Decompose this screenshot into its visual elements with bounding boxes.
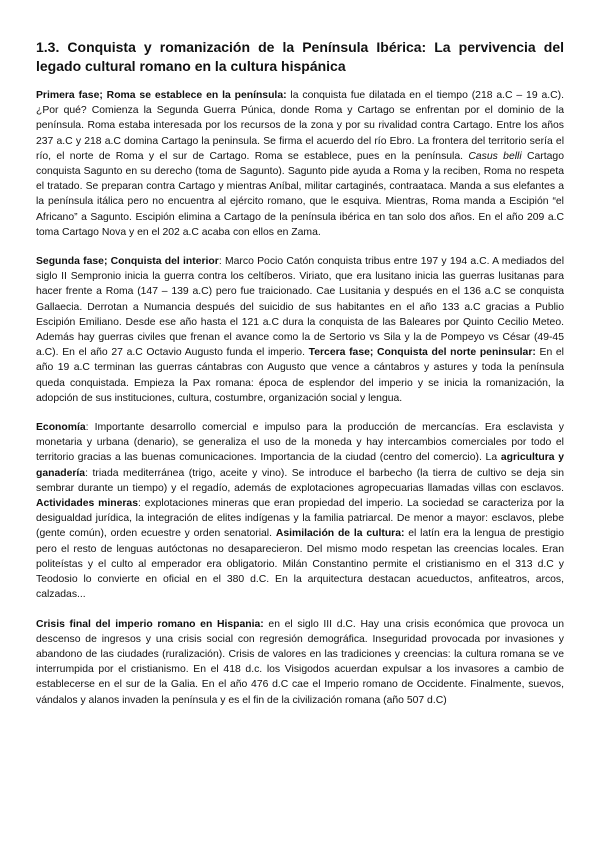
- paragraph-text: : Importante desarrollo comercial e impulso para la producción de mercancías. Era esclavista y monetaria y urbana (denario), se generaliza el uso de la moneda y hay intercambios comerciales por todo el territorio gracias a las buenas comunicaciones. Importancia de la ciudad (centro del comercio). La: [36, 422, 564, 464]
- heading-asimilacion-cultura: Asimilación de la cultura:: [275, 528, 405, 540]
- paragraph-text: En el año 19 a.C terminan las guerras cántabras con Augusto que vence a cántabros y astures y toda la península queda conquistada. Empieza la Pax romana: época de esplendor del imperio y se inicia la romanización, la adopción de sus instituciones, cultura, costumbre, organización social y lengua.: [36, 347, 564, 404]
- paragraph-text: Cartago conquista Sagunto en su derecho (toma de Sagunto). Sagunto pide ayuda a Roma y la reciben, Roma no respeta el tratado. Se preparan contra Cartago y mientras Aníbal, militar cartaginés, contraataca. Manda a sus elefantes a la península itálica pero no encuentra al ejército romano, que le esquiva. Mientras, Roma manda a Escipión “el Africano” a Sagunto. Escipión elimina a Cartago de la península ibérica en tan solo dos años. En el año 209 a.C toma Cartago Nova y en el 202 a.C acaba con ellos en Zama.: [36, 150, 564, 238]
- paragraph-text: : triada mediterránea (trigo, aceite y vino). Se introduce el barbecho (la tierra de cultivo se deja sin sembrar durante un tiempo) y el regadío, además de explotaciones agropecuarias llamadas villas con esclavos.: [36, 467, 564, 494]
- paragraph-text: en el siglo III d.C. Hay una crisis económica que provoca un descenso de ingresos y una crisis social con regresión demográfica. Inseguridad provocada por invasiones y abandono de las ciudades (ruralización). Crisis de valores en las tradiciones y creencias: la cultura romana se ve interrumpida por el cristianismo. En el 418 d.c. los Visigodos acuerdan expulsar a los invasores a cambio de establecerse en el sur de la Galia. En el año 476 d.C cae el Imperio romano de Occidente. Finalmente, suevos, vándalos y alanos invaden la península y es el fin de la civilización romana (año 507 d.C): [36, 618, 564, 706]
- heading-primera-fase: Primera fase; Roma se establece en la península:: [36, 90, 287, 101]
- paragraph-primera-fase: [36, 88, 564, 240]
- heading-agricultura: agricultura y ganadería: [36, 452, 564, 479]
- paragraph-text: el latín era la lengua de prestigio pero el resto de lenguas autóctonas no desaparecieron. Del mismo modo respetan las creencias locales. Eran politeístas y el culto al emperador era obligatorio. Milán Constantino permite el cristianismo en el 313 d.C y Teodosio lo convierte en oficial en el 380 d.C. En la arquitectura destacan acueductos, anfiteatros, arcos, calzadas...: [36, 528, 565, 601]
- paragraph-text: : explotaciones mineras que eran propiedad del imperio. La sociedad se caracteriza por la desigualdad jurídica, la integración de elites indígenas y la familia patriarcal. De menor a mayor: esclavos, plebe (gente común), orden ecuestre y orden senatorial.: [36, 498, 564, 540]
- heading-crisis-final: Crisis final del imperio romano en Hispania:: [36, 618, 264, 630]
- italic-term: Casus belli: [468, 150, 522, 162]
- paragraph-text: : Marco Pocio Catón conquista tribus entre 197 y 194 a.C. A mediados del siglo II Sempronio inicia la guerra contra los celtíberos. Viriato, que era lusitano inicia las guerras lusitanas para hacer frente a Roma (147 – 139 a.C) pero fue traicionado. Cae Lusitania y después en el 136 a.C se conquista Gallaecia. Derrotan a Numancia después del suicidio de sus habitantes en el año 133 a.C gracias a Publio Escipión Emiliano. Desde ese año hasta el 121 a.C dura la conquista de las Baleares por Quinto Cecilio Meteo. Además hay guerras civiles que frenan el avance como la de Sertorio vs Sila y la de Pompeyo vs César (49-45 a.C). En el año 27 a.C Octavio Augusto funda el imperio.: [36, 256, 564, 359]
- heading-economia: Economía: [36, 422, 86, 434]
- heading-actividades-mineras: Actividades mineras: [36, 498, 138, 510]
- heading-segunda-fase: Segunda fase; Conquista del interior: [36, 256, 219, 268]
- paragraph-crisis-final: [36, 617, 564, 708]
- paragraph-economia: [36, 420, 564, 602]
- paragraph-segunda-fase: [36, 254, 564, 406]
- paragraph-text: la conquista fue dilatada en el tiempo (218 a.C – 19 a.C). ¿Por qué? Comienza la Segunda Guerra Púnica, donde Roma y Cartago se enfrentan por el dominio de la península. Roma estaba interesada por los recursos de la zona y por su rivalidad contra Cartago. Entre los años 237 a.C y 218 a.C domina Cartago la peninsula. Se firma el acuerdo del río Ebro. La frontera del territorio sería el río, el norte de Roma y el sur de Cartago. Roma se establece, pues en la península.: [36, 90, 564, 162]
- heading-tercera-fase: Tercera fase; Conquista del norte peninsular:: [308, 347, 536, 359]
- page-title: 1.3. Conquista y romanización de la Península Ibérica: La pervivencia del legado cultural romano en la cultura hispánica: [36, 39, 564, 74]
